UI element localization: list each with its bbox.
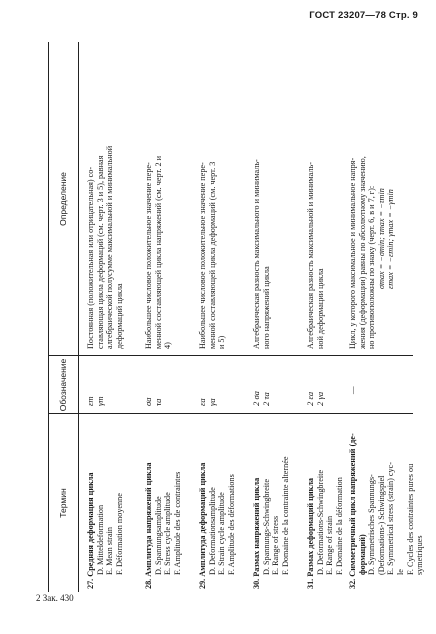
term-cell: 31. Размах деформаций цикла D. Deformations-Schwingbreite E. Range of strain F. Domaine de la déformation — [306, 469, 344, 589]
formula-strain: εmax = −εmin; γmax = −γmin — [386, 189, 396, 289]
definition-cell: Алгебраическая разность максимальной и минималь- ной деформации цикла — [306, 162, 325, 349]
definition-cell: Наибольшее числовое положительное значение пере- менной составляющей цикла деформаций (см. черт. 3 и 5) — [198, 161, 227, 349]
term-cell: 27. Средняя деформация цикла D. Mitteldeformation E. Mean strain F. Déformation moyenne — [86, 472, 124, 589]
symbol-cell: — — [347, 386, 357, 394]
page-footer: 2 Зак. 430 — [36, 593, 74, 603]
term-line: symetriques — [415, 535, 425, 575]
column-header-term: Термин — [58, 488, 68, 518]
definition-cell: Наибольшее числовое положительное значение пере- менной составляющей цикла напряжений (см. черт. 2 и 4) — [144, 155, 173, 349]
definition-cell: Цикл, у которого максимальное и минимальное напря- жения (деформации) равны по абсолютному значению, но противоположны по знаку (черт. 6, в и 7, г): σmax = −σmin; τmax = −τmin εmax = −εmin; γmax = −γmin — [348, 49, 396, 349]
definition-cell: Постоянная (положительная или отрицательная) со- ставляющая цикла деформаций (см. черт. 3 и 5), равная алгебраической полусумме максимальной и минимальной деформаций цикла — [86, 145, 124, 349]
table-top-rule — [48, 42, 49, 592]
page-header: ГОСТ 23207—78 Стр. 9 — [309, 10, 418, 21]
term-cell: 29. Амплитуда деформаций цикла D. Deformationsamplitude E. Strain cycle amplitude F. Amplitude des déformations — [198, 462, 236, 589]
term-cell: 32. Симметричный цикл напряжений (де- формаций) D. Symmetrisches Spannungs- (Deformations-) Schwingspiel E. Symmetrical stress (strain) cyc- le F. Cycles des contraintes pures ou symetriques — [348, 419, 425, 589]
definition-cell: Алгебраическая разность максимального и минималь- ного напряжений цикла — [252, 159, 271, 349]
symbol-cell: 2 σa 2 τa — [251, 391, 271, 406]
term-cell: 30. Размах напряжений цикла D. Spannungs-Schwingbreite E. Range of stress F. Domaine de la contrainte alternée — [252, 456, 290, 589]
symbol-cell: εa γa — [197, 398, 217, 406]
symbol-cell: εm γm — [85, 396, 105, 406]
table-rotated — [48, 42, 425, 592]
column-divider-2 — [48, 355, 413, 356]
symbol-cell: 2 εa 2 γa — [305, 391, 325, 406]
term-line: F. Cycles des contraintes pures ou — [405, 463, 415, 575]
formula-stress: σmax = −σmin; τmax = −τmin — [376, 188, 386, 289]
table-header-rule — [78, 42, 79, 592]
column-header-definition: Определение — [58, 172, 68, 226]
column-divider-1 — [48, 413, 413, 414]
column-header-symbol: Обозначение — [58, 358, 68, 412]
symbol-cell: σa τa — [143, 397, 163, 406]
term-cell: 28. Амплитуда напряжений цикла D. Spannungsamplitude E. Stress cycle amplitude F. Amplitude des de contraintes — [144, 462, 182, 589]
